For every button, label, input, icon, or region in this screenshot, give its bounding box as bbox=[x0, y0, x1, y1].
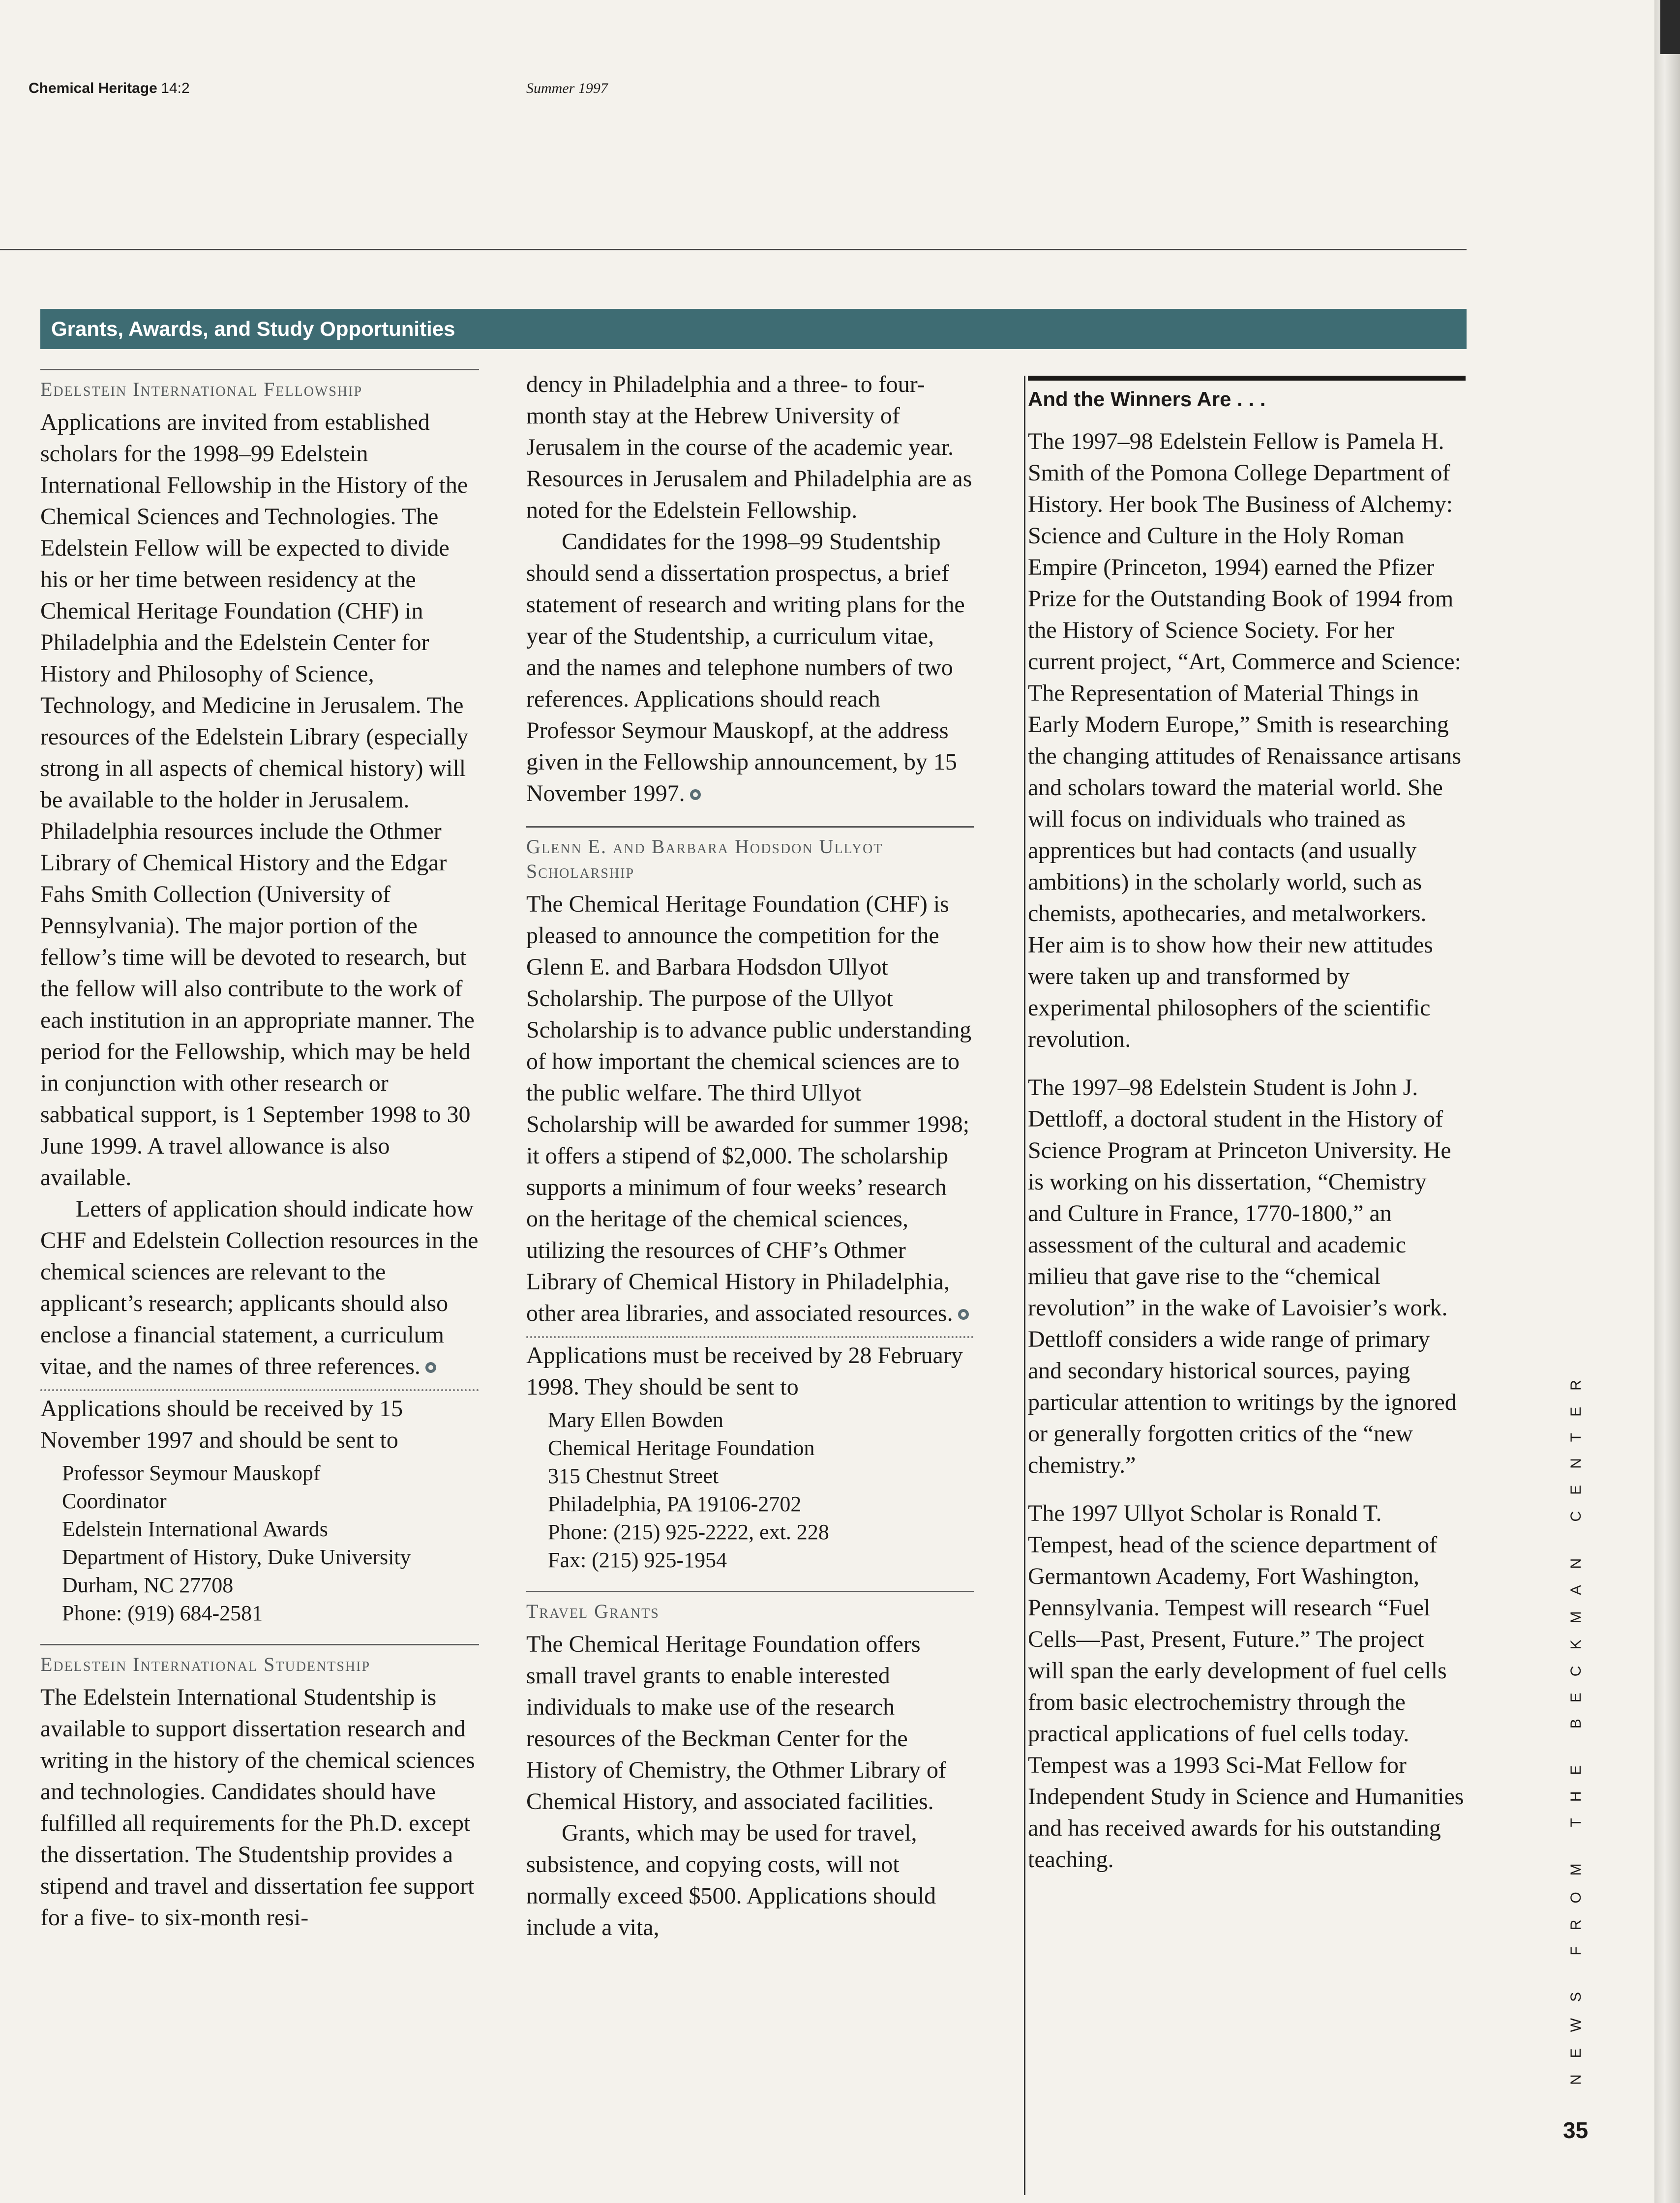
address-line: Mary Ellen Bowden bbox=[548, 1408, 723, 1432]
travel-paragraph-2: Grants, which may be used for travel, subsistence, and copying costs, will not normally exceed $500. Applications should include a vita, bbox=[526, 1820, 936, 1940]
address-line: Phone: (919) 684-2581 bbox=[62, 1601, 263, 1625]
section-title-banner: Grants, Awards, and Study Opportunities bbox=[40, 309, 1467, 349]
address-line: Philadelphia, PA 19106-2702 bbox=[548, 1492, 802, 1516]
column-divider bbox=[1024, 376, 1025, 2195]
address-line: Coordinator bbox=[62, 1489, 167, 1513]
winner-fellow: The 1997–98 Edelstein Fellow is Pamela H. Smith of the Pomona College Department of History. Her book The Business of Alchemy: Science and Culture in the Holy Roman Empire (Princeton, 1994) earned the Pfizer Prize for the Outstanding Book of 1994 from the History of Science Society. For her current project, “Art, Commerce and Science: The Representation of Material Things in Early Modern Europe,” Smith is researching the changing attitudes of Renaissance artisans and scholars toward the material world. She will focus on individuals who trained as apprentices but had contacts (and usually ambitions) in the scholarly world, such as chemists, apothecaries, and metalworkers. Her aim is to show how their new attitudes were taken up and transformed by experimental philosophers of the scientific revolution. bbox=[1028, 428, 1462, 1052]
studentship-paragraph-2-text: Candidates for the 1998–99 Studentship should send a dissertation prospectus, a brief statement of research and writing plans for the year of the Studentship, a curriculum vitae, and the names and telephone numbers of two references. Applications should reach Professor Seymour Mauskopf, at the address given in the Fellowship announcement, by 15 November 1997. bbox=[526, 529, 965, 806]
fellowship-paragraph-1: Applications are invited from established scholars for the 1998–99 Edelstein International Fellowship in the History of the Chemical Sciences and Technologies. The Edelstein Fellow will be expected to divide his or her time between residency at the Chemical Heritage Foundation (CHF) in Philadelphia and the Edelstein Center for History and Philosophy of Science, Technology, and Medicine in Jerusalem. The resources of the Edelstein Library (especially strong in all aspects of chemical history) will be available to the holder in Jerusalem. Philadelphia resources include the Othmer Library of Chemical History and the Edgar Fahs Smith Collection (University of Pennsylvania). The major portion of the fellow’s time will be devoted to research, but the fellow will also contribute to the work of each institution in an appropriate manner. The period for the Fellowship, which may be held in conjunction with other research or sabbatical support, is 1 September 1998 to 30 June 1999. A travel allowance is also available. bbox=[40, 409, 475, 1191]
issue-season: Summer 1997 bbox=[526, 80, 608, 96]
studentship-paragraph-2 bbox=[526, 526, 974, 809]
running-head bbox=[29, 74, 608, 103]
ullyot-deadline: Applications must be received by 28 February 1998. They should be sent to bbox=[526, 1342, 963, 1400]
vertical-sidebar-text: NEWS FROM THE BECKMAN CENTER bbox=[1568, 1364, 1584, 2085]
top-rule bbox=[0, 249, 1467, 250]
address-line: Professor Seymour Mauskopf bbox=[62, 1461, 321, 1485]
column-left bbox=[40, 369, 479, 1950]
end-mark-icon bbox=[958, 1309, 969, 1320]
studentship-continued bbox=[526, 369, 974, 809]
ullyot-heading: Glenn E. and Barbara Hodsdon Ullyot Scholarship bbox=[526, 826, 974, 884]
binding-edge bbox=[1654, 0, 1680, 2203]
winner-scholar: The 1997 Ullyot Scholar is Ronald T. Tempest, head of the science department of Germantown Academy, Fort Washington, Pennsylvania. Tempest will research “Fuel Cells—Past, Present, Future.” The project will span the early development of fuel cells from basic electrochemistry through the practical applications of fuel cells today. Tempest was a 1993 Sci-Mat Fellow for Independent Study in Science and Humanities and has received awards for his outstanding teaching. bbox=[1028, 1500, 1464, 1873]
fellowship-paragraph-2 bbox=[40, 1193, 479, 1382]
fellowship-address bbox=[40, 1459, 479, 1627]
ullyot-section bbox=[526, 826, 974, 1574]
address-line: Fax: (215) 925-1954 bbox=[548, 1548, 727, 1572]
column-right-winners bbox=[1028, 376, 1466, 1892]
column-middle bbox=[526, 369, 974, 1960]
winners-heading: And the Winners Are . . . bbox=[1028, 376, 1466, 413]
address-line: Phone: (215) 925-2222, ext. 228 bbox=[548, 1520, 829, 1544]
address-line: 315 Chestnut Street bbox=[548, 1464, 719, 1488]
ullyot-address bbox=[526, 1406, 974, 1574]
studentship-paragraph-1: The Edelstein International Studentship is available to support dissertation research and writing in the history of the chemical sciences and technologies. Candidates should have fulfilled all requirements for the Ph.D. except the dissertation. The Studentship provides a stipend and travel and dissertation fee support for a five- to six-month resi- bbox=[40, 1684, 475, 1931]
dotted-divider bbox=[526, 1336, 974, 1338]
travel-paragraph-1: The Chemical Heritage Foundation offers small travel grants to enable interested individuals to make use of the research resources of the Beckman Center for the History of Chemistry, the Othmer Library of Chemical History, and associated facilities. bbox=[526, 1631, 947, 1815]
end-mark-icon bbox=[425, 1362, 436, 1373]
studentship-continued-text: dency in Philadelphia and a three- to four-month stay at the Hebrew University of Jerusalem in the course of the academic year. Resources in Jerusalem and Philadelphia are as noted for the Edelstein Fellowship. bbox=[526, 371, 972, 523]
address-line: Durham, NC 27708 bbox=[62, 1573, 234, 1597]
ullyot-paragraph-1 bbox=[526, 889, 974, 1329]
winner-student: The 1997–98 Edelstein Student is John J. Dettloff, a doctoral student in the History of Science Program at Princeton University. He is working on his dissertation, “Chemistry and Culture in France, 1770-1800,” an assessment of the cultural and academic milieu that gave rise to the “chemical revolution” in the wake of Lavoisier’s work. Dettloff considers a wide range of primary and secondary historical sources, paying particular attention to writings by the ignored or generally forgotten critics of the “new chemistry.” bbox=[1028, 1074, 1457, 1478]
studentship-section bbox=[40, 1644, 479, 1934]
address-line: Edelstein International Awards bbox=[62, 1517, 328, 1541]
fellowship-paragraph-2-text: Letters of application should indicate how CHF and Edelstein Collection resources in the chemical sciences are relevant to the applicant’s research; applicants should also enclose a financial statement, a curriculum vitae, and the names of three references. bbox=[40, 1196, 479, 1379]
address-line: Department of History, Duke University bbox=[62, 1545, 411, 1569]
fellowship-section bbox=[40, 369, 479, 1627]
end-mark-icon bbox=[690, 789, 701, 800]
address-line: Chemical Heritage Foundation bbox=[548, 1436, 815, 1460]
studentship-heading: Edelstein International Studentship bbox=[40, 1644, 479, 1677]
fellowship-deadline: Applications should be received by 15 November 1997 and should be sent to bbox=[40, 1396, 403, 1453]
travel-section bbox=[526, 1591, 974, 1943]
page-number: 35 bbox=[1563, 2117, 1589, 2143]
journal-name: Chemical Heritage bbox=[29, 80, 157, 96]
travel-heading: Travel Grants bbox=[526, 1591, 974, 1624]
fellowship-heading: Edelstein International Fellowship bbox=[40, 369, 479, 402]
ullyot-paragraph-1-text: The Chemical Heritage Foundation (CHF) is pleased to announce the competition for the Glenn E. and Barbara Hodsdon Ullyot Scholarship. The purpose of the Ullyot Scholarship is to advance public understanding of how important the chemical sciences are to the public welfare. The third Ullyot Scholarship will be awarded for summer 1998; it offers a stipend of $2,000. The scholarship supports a minimum of four weeks’ research on the heritage of the chemical sciences, utilizing the resources of CHF’s Othmer Library of Chemical History in Philadelphia, other area libraries, and associated resources. bbox=[526, 891, 972, 1326]
binder-clip bbox=[1660, 0, 1680, 54]
issue-number: 14:2 bbox=[161, 80, 190, 96]
dotted-divider bbox=[40, 1389, 479, 1391]
